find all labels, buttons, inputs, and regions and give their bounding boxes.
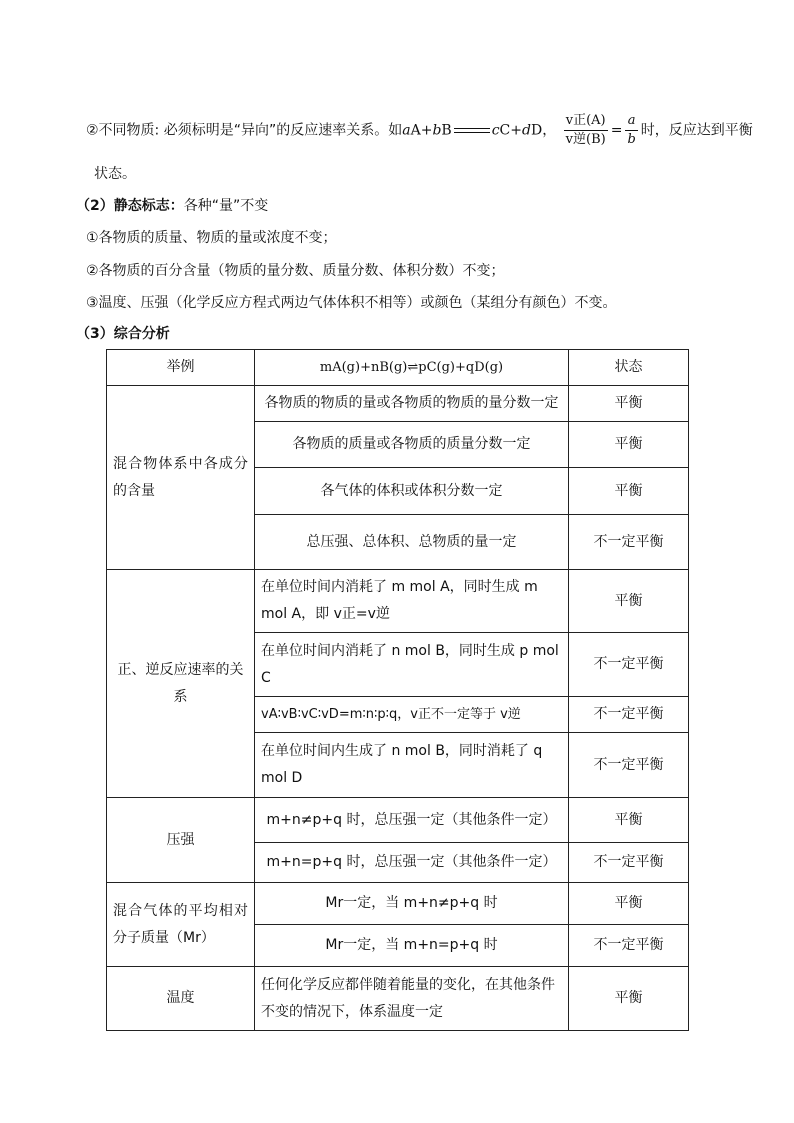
row-condition: 任何化学反应都伴随着能量的变化，在其他条件不变的情况下，体系温度一定 <box>255 967 569 1031</box>
table-row <box>107 883 689 925</box>
row-state: 不一定平衡 <box>569 843 689 883</box>
table-row <box>107 967 689 1031</box>
header-state: 状态 <box>569 350 689 386</box>
group-name: 混合物体系中各成分的含量 <box>107 386 255 570</box>
rate-numerator: v正(A) <box>564 112 608 131</box>
species-c: C+ <box>499 122 522 139</box>
group-name: 正、逆反应速率的关系 <box>107 570 255 798</box>
section2-item-1: ①各物质的质量、物质的量或浓度不变； <box>86 230 337 246</box>
section2-item-2: ②各物质的百分含量（物质的量分数、质量分数、体积分数）不变； <box>86 263 505 279</box>
row-condition: m+n=p+q 时，总压强一定（其他条件一定） <box>255 843 569 883</box>
intro-line-1: ②不同物质: 必须标明是“异向”的反应速率关系。如aA+bB cC+dD， $\frac{\text{v正(A)}}{\text{v逆(B)}}$ = $\frac{a}{b}$ 时，反应达到平衡 <box>86 113 753 147</box>
group-name: 混合气体的平均相对分子质量（Mr） <box>107 883 255 967</box>
row-condition: Mr一定，当 m+n≠p+q 时 <box>255 883 569 925</box>
coef-d: d <box>522 122 531 139</box>
header-reaction: mA(g)+nB(g)⇌pC(g)+qD(g) <box>255 350 569 386</box>
row-condition: 在单位时间内消耗了 n mol B，同时生成 p mol C <box>255 633 569 697</box>
species-a: A+ <box>410 122 433 139</box>
analysis-table <box>106 349 689 1031</box>
table-row <box>107 386 689 422</box>
row-state: 平衡 <box>569 468 689 515</box>
row-state: 平衡 <box>569 798 689 843</box>
equilibrium-arrow-icon <box>454 127 490 135</box>
row-state: 平衡 <box>569 422 689 468</box>
coef-a: a <box>402 122 411 139</box>
section2-heading <box>76 196 268 216</box>
row-condition: 各气体的体积或体积分数一定 <box>255 468 569 515</box>
rate-denominator: v逆(B) <box>565 132 606 147</box>
row-state: 不一定平衡 <box>569 697 689 733</box>
row-state: 平衡 <box>569 967 689 1031</box>
row-condition: vA∶vB∶vC∶vD=m∶n∶p∶q，v正不一定等于 v逆 <box>255 697 569 733</box>
row-condition: 总压强、总体积、总物质的量一定 <box>255 515 569 570</box>
row-state: 不一定平衡 <box>569 515 689 570</box>
coef-numerator: a <box>625 112 637 131</box>
table-header-row <box>107 350 689 386</box>
table-row <box>107 570 689 633</box>
coef-fraction <box>625 112 637 149</box>
row-condition: 各物质的质量或各物质的质量分数一定 <box>255 422 569 468</box>
rate-ratio-fraction <box>564 112 608 149</box>
section3-heading: （3）综合分析 <box>76 326 170 342</box>
section2-title: （2）静态标志： <box>76 198 184 214</box>
intro-line-2: 状态。 <box>94 166 136 182</box>
section2-item-3: ③温度、压强（化学反应方程式两边气体体积不相等）或颜色（某组分有颜色）不变。 <box>86 295 617 311</box>
coef-c: c <box>491 122 500 139</box>
row-condition: m+n≠p+q 时，总压强一定（其他条件一定） <box>255 798 569 843</box>
row-state: 不一定平衡 <box>569 733 689 798</box>
row-condition: Mr一定，当 m+n=p+q 时 <box>255 925 569 967</box>
intro-suffix: 时，反应达到平衡 <box>640 122 753 139</box>
species-d: D， <box>530 122 557 139</box>
species-b: B <box>441 122 452 139</box>
row-state: 平衡 <box>569 883 689 925</box>
row-condition: 各物质的物质的量或各物质的物质的量分数一定 <box>255 386 569 422</box>
coef-b: b <box>432 122 442 139</box>
row-condition: 在单位时间内生成了 n mol B，同时消耗了 q mol D <box>255 733 569 798</box>
row-state: 平衡 <box>569 570 689 633</box>
section2-title-rest: 各种“量”不变 <box>183 198 269 214</box>
row-state: 平衡 <box>569 386 689 422</box>
table-row <box>107 798 689 843</box>
header-example: 举例 <box>107 350 255 386</box>
group-name: 压强 <box>107 798 255 883</box>
intro-prefix: ②不同物质: 必须标明是“异向”的反应速率关系。如 <box>86 122 403 139</box>
row-state: 不一定平衡 <box>569 925 689 967</box>
coef-denominator: b <box>627 132 636 147</box>
row-state: 不一定平衡 <box>569 633 689 697</box>
row-condition: 在单位时间内消耗了 m mol A，同时生成 m mol A，即 v正=v逆 <box>255 570 569 633</box>
group-name: 温度 <box>107 967 255 1031</box>
